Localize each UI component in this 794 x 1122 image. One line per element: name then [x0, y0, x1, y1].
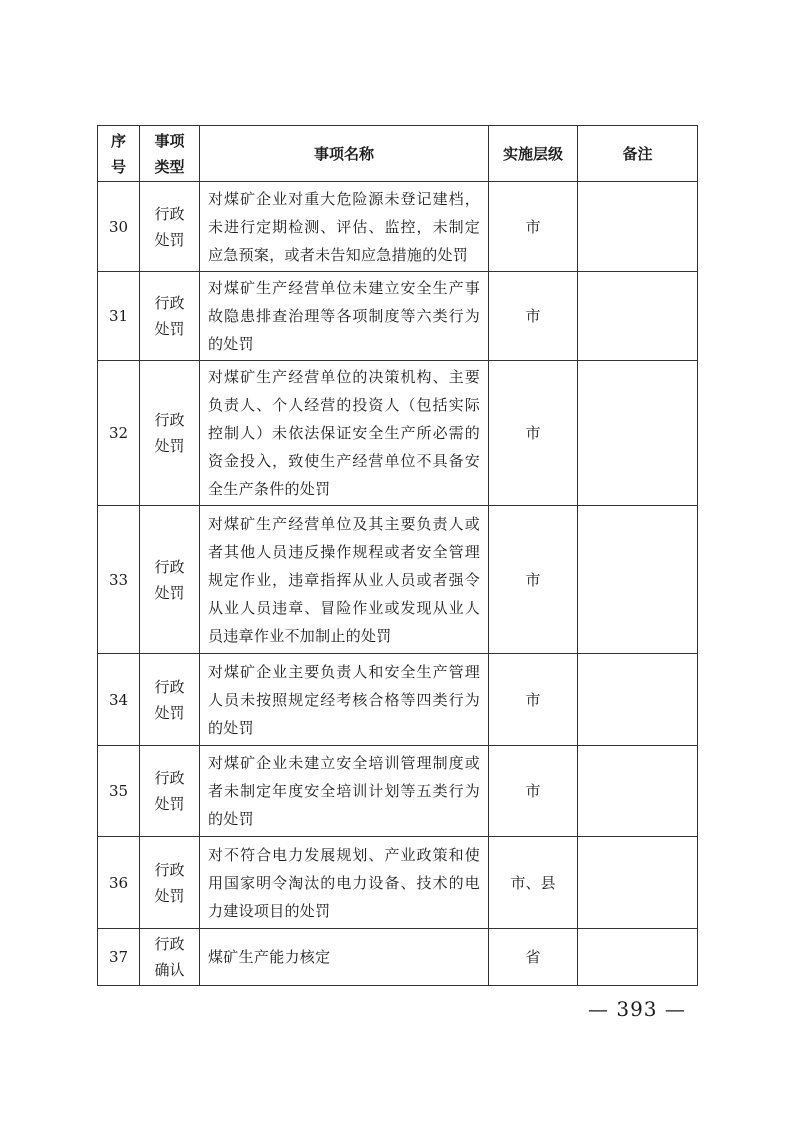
header-no: 序号 — [98, 126, 140, 182]
row-name: 对煤矿企业主要负责人和安全生产管理人员未按照规定经考核合格等四类行为的处罚 — [200, 654, 489, 746]
row-level: 市 — [489, 746, 578, 837]
row-name: 对煤矿企业对重大危险源未登记建档，未进行定期检测、评估、监控，未制定应急预案，或者未告知应急措施的处罚 — [200, 182, 489, 272]
row-note — [578, 272, 698, 361]
row-type: 行政处罚 — [140, 272, 200, 361]
row-name: 对不符合电力发展规划、产业政策和使用国家明令淘汰的电力设备、技术的电力建设项目的处罚 — [200, 837, 489, 929]
row-note — [578, 929, 698, 986]
row-type: 行政确认 — [140, 929, 200, 986]
row-no: 34 — [98, 654, 140, 746]
row-name: 对煤矿生产经营单位及其主要负责人或者其他人员违反操作规程或者安全管理规定作业，违章指挥从业人员或者强令从业人员违章、冒险作业或发现从业人员违章作业不加制止的处罚 — [200, 506, 489, 654]
row-no: 32 — [98, 361, 140, 506]
row-level: 市、县 — [489, 837, 578, 929]
row-note — [578, 654, 698, 746]
row-level: 市 — [489, 272, 578, 361]
header-row — [98, 126, 698, 182]
row-note — [578, 182, 698, 272]
header-note: 备注 — [578, 126, 698, 182]
table-row — [98, 272, 698, 361]
row-no: 37 — [98, 929, 140, 986]
row-level: 市 — [489, 361, 578, 506]
header-type: 事项类型 — [140, 126, 200, 182]
row-note — [578, 837, 698, 929]
row-name: 对煤矿企业未建立安全培训管理制度或者未制定年度安全培训计划等五类行为的处罚 — [200, 746, 489, 837]
row-level: 市 — [489, 182, 578, 272]
row-note — [578, 506, 698, 654]
row-name: 对煤矿生产经营单位的决策机构、主要负责人、个人经营的投资人（包括实际控制人）未依法保证安全生产所必需的资金投入，致使生产经营单位不具备安全生产条件的处罚 — [200, 361, 489, 506]
header-name: 事项名称 — [200, 126, 489, 182]
row-type: 行政处罚 — [140, 361, 200, 506]
row-type: 行政处罚 — [140, 746, 200, 837]
row-type: 行政处罚 — [140, 654, 200, 746]
table-row — [98, 361, 698, 506]
row-name: 煤矿生产能力核定 — [200, 929, 489, 986]
table-row — [98, 746, 698, 837]
row-note — [578, 746, 698, 837]
table-row — [98, 182, 698, 272]
table-row — [98, 837, 698, 929]
row-note — [578, 361, 698, 506]
row-no: 35 — [98, 746, 140, 837]
table-row — [98, 929, 698, 986]
row-level: 市 — [489, 506, 578, 654]
row-no: 30 — [98, 182, 140, 272]
row-level: 省 — [489, 929, 578, 986]
row-no: 31 — [98, 272, 140, 361]
page-number: — 393 — — [588, 997, 686, 1021]
row-type: 行政处罚 — [140, 506, 200, 654]
matters-table — [97, 125, 698, 986]
header-level: 实施层级 — [489, 126, 578, 182]
row-type: 行政处罚 — [140, 837, 200, 929]
row-no: 33 — [98, 506, 140, 654]
row-name: 对煤矿生产经营单位未建立安全生产事故隐患排查治理等各项制度等六类行为的处罚 — [200, 272, 489, 361]
row-level: 市 — [489, 654, 578, 746]
table-row — [98, 506, 698, 654]
row-type: 行政处罚 — [140, 182, 200, 272]
row-no: 36 — [98, 837, 140, 929]
table-row — [98, 654, 698, 746]
